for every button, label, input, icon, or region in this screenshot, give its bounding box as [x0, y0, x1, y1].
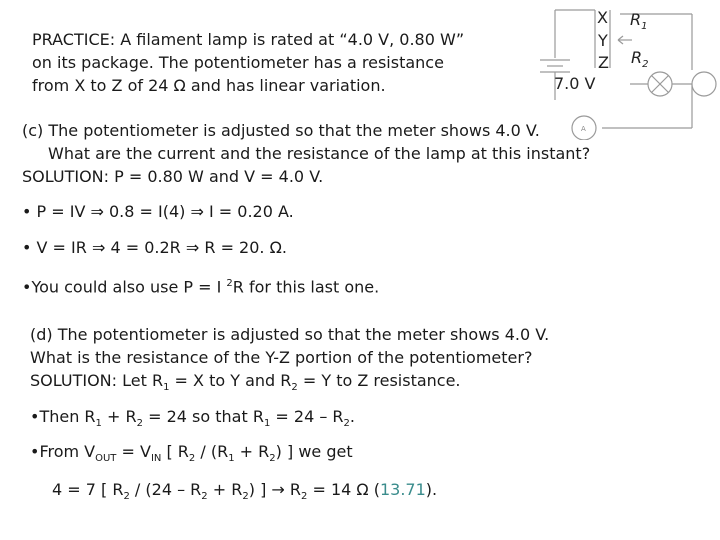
part-d-question: [30, 323, 549, 399]
label-y: Y: [598, 31, 608, 50]
part-d-from: •From $V_{OUT} = V_{IN}$ [ $R_2 / (R_1 + R_2)$ ] we get: [30, 442, 353, 465]
practice-line-2: on its package. The potentiometer has a resistance: [32, 53, 444, 72]
meter-right-icon: [692, 72, 716, 96]
part-c-solution: SOLUTION: P = 0.80 W and V = 4.0 V.: [22, 167, 324, 186]
lamp-icon: [648, 72, 672, 96]
label-r2: $R_2$: [631, 48, 649, 71]
part-d-q-line-1: (d) The potentiometer is adjusted so that the meter shows 4.0 V.: [30, 325, 550, 344]
label-voltage: 7.0 V: [554, 74, 596, 93]
part-d-q-line-2: What is the resistance of the Y-Z portion of the potentiometer?: [30, 348, 533, 367]
practice-line-1: PRACTICE: A filament lamp is rated at “4.0 V, 0.80 W”: [32, 30, 465, 49]
label-z: Z: [598, 53, 609, 72]
part-c-bullet-2: • V = IR ⇒ 4 = 0.2R ⇒ R = 20. Ω.: [22, 238, 287, 257]
part-d-then: •Then $R_1 + R_2 = 24$ so that $R_1 = 24 - R_2$.: [30, 407, 356, 430]
part-c-q-line-1: (c) The potentiometer is adjusted so that the meter shows 4.0 V.: [22, 121, 540, 140]
practice-text: [32, 28, 464, 97]
computed-value: 13.71: [379, 480, 426, 499]
part-d-result: 4 = 7 [ $R_2 / (24 - R_2 + R_2)$ ] → $R_2 = 14$ Ω (13.71).: [52, 480, 438, 503]
part-c-q-line-2: What are the current and the resistance of the lamp at this instant?: [48, 144, 591, 163]
part-d-solution: SOLUTION: Let $R_1 = X$ to Y and $R_2 = Y$ to Z resistance.: [30, 371, 461, 394]
label-r1: $R_1$: [630, 10, 648, 33]
label-x: X: [597, 8, 608, 27]
practice-line-3: from X to Z of 24 Ω and has linear variation.: [32, 76, 386, 95]
meter-symbol: A: [581, 125, 586, 133]
part-c-bullet-3: •You could also use P = I $^2$R for this last one.: [22, 277, 380, 297]
part-c-bullet-1: • P = IV ⇒ 0.8 = I(4) ⇒ I = 0.20 A.: [22, 202, 294, 221]
part-c-question: [22, 119, 590, 188]
